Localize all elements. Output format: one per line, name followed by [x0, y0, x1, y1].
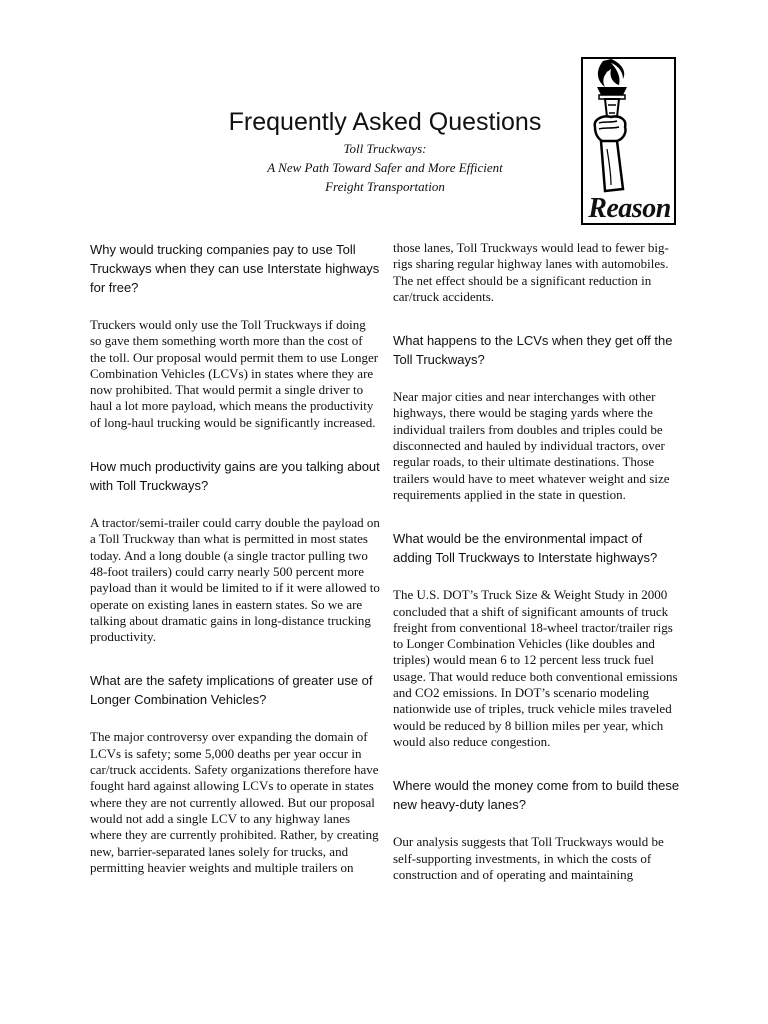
- faq-question: What are the safety implications of greater use of Longer Combination Vehicles?: [90, 673, 373, 708]
- subtitle-line: Freight Transportation: [325, 179, 445, 194]
- page-subtitle: [200, 139, 570, 196]
- faq-question: What would be the environmental impact of adding Toll Truckways to Interstate highways?: [393, 531, 658, 566]
- faq-answer: Our analysis suggests that Toll Truckways would be self-supporting investments, in which the costs of construction and of operating and maintaining: [393, 834, 664, 882]
- faq-answer: A tractor/semi-trailer could carry double the payload on a Toll Truckway than what is permitted in most states today. And a long double (a single tractor pulling two 48-foot trailers) could carry nearly 500 percent more payload than it would be limited to if it were allowed to operate on existing lanes in eastern states. So we are talking about dramatic gains in long-distance trucking productivity.: [90, 515, 380, 645]
- faq-answer: The U.S. DOT’s Truck Size & Weight Study in 2000 concluded that a shift of significant amounts of truck freight from conventional 18-wheel tractor/trailer rigs to Longer Combination Vehicles (like doubles and triples) would mean 6 to 12 percent less truck fuel usage. That would reduce both conventional emissions and CO2 emissions. In DOT’s scenario modeling nationwide use of triples, truck vehicle miles traveled would be reduced by 8 billion miles per year, which would also reduce congestion.: [393, 587, 678, 749]
- faq-answer: Near major cities and near interchanges with other highways, there would be staging yards where the individual trailers from doubles and triples could be disconnected and hauled by individual tractors, over regular roads, to their ultimate destinations. Those trailers would have to meet whatever weight and size requirements applied in the state in question.: [393, 389, 670, 502]
- reason-logo: [581, 57, 676, 225]
- faq-answer-continued: those lanes, Toll Truckways would lead to fewer big-rigs sharing regular highway lanes with automobiles. The net effect should be a significant reduction in car/truck accidents.: [393, 240, 669, 304]
- faq-question: How much productivity gains are you talking about with Toll Truckways?: [90, 459, 380, 494]
- left-column: [90, 240, 380, 902]
- faq-question: Where would the money come from to build these new heavy-duty lanes?: [393, 778, 680, 813]
- right-column: [393, 240, 683, 909]
- page-title: Frequently Asked Questions: [228, 108, 542, 136]
- faq-answer: Truckers would only use the Toll Truckways if doing so gave them something worth more than the cost of the toll. Our proposal would permit them to use Longer Combination Vehicles (LCVs) in states where they are now prohibited. That would permit a single driver to haul a lot more payload, which means the productivity of long-haul trucking would be significantly increased.: [90, 317, 379, 430]
- logo-wordmark: Reason: [588, 193, 671, 224]
- faq-answer: The major controversy over expanding the domain of LCVs is safety; some 5,000 deaths per year occur in car/truck accidents. Safety organizations therefore have fought hard against allowing LCVs to operate in states where they are not currently allowed. But our proposal would not add a single LCV to any highway lanes where they are currently prohibited. Rather, by creating new, barrier-separated lanes solely for trucks, and permitting heavier weights and multiple trailers on: [90, 729, 379, 875]
- faq-question: What happens to the LCVs when they get off the Toll Truckways?: [393, 333, 673, 368]
- subtitle-line: A New Path Toward Safer and More Efficient: [267, 160, 503, 175]
- faq-question: Why would trucking companies pay to use Toll Truckways when they can use Interstate highways for free?: [90, 242, 380, 295]
- subtitle-line: Toll Truckways:: [343, 141, 427, 156]
